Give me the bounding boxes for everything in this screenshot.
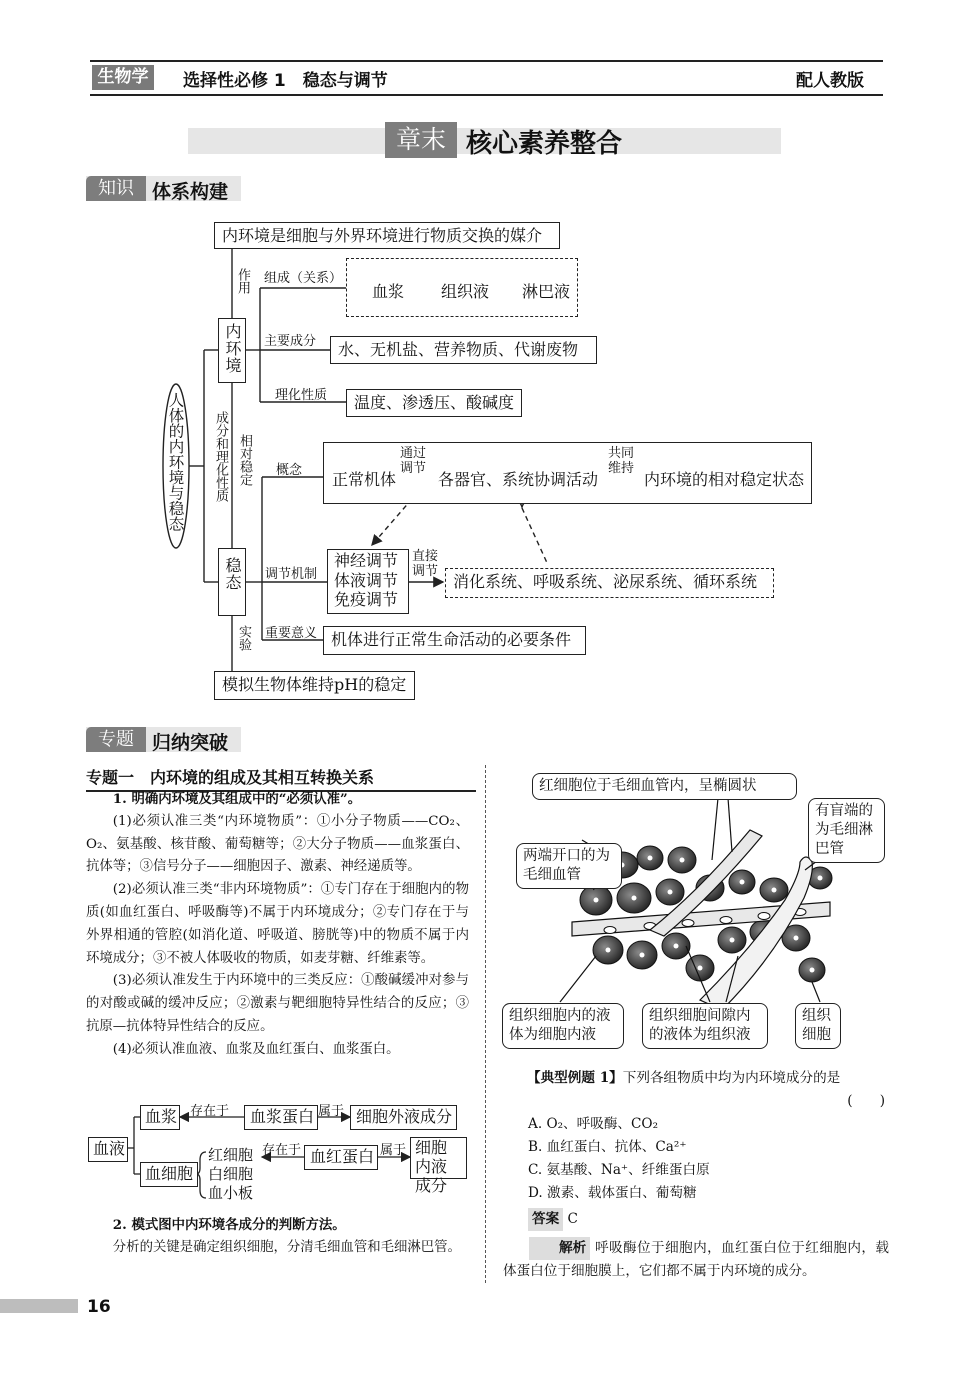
label-components-link: 成分和理化性质 (213, 411, 228, 502)
jointly-maintain: 共同维持 (608, 446, 635, 476)
example-title: 【典型例题 1】 (527, 1070, 623, 1086)
cell-type-platelet: 血小板 (208, 1184, 254, 1202)
analysis-block (503, 1237, 889, 1283)
systems-box: 消化系统、呼吸系统、泌尿系统、循环系统 (445, 568, 774, 598)
section1-tag: 知识 (86, 176, 146, 201)
callout-tissue-cell: 组织细胞 (795, 1003, 841, 1049)
blood-cells-box: 血细胞 (140, 1162, 198, 1187)
intracellular-box: 细胞内液成分 (410, 1137, 467, 1179)
column-divider (485, 765, 486, 1283)
analysis-tag: 解析 (529, 1237, 590, 1260)
root-concept: 人体的内环境与稳态 (166, 392, 185, 532)
hemoglobin-box: 血红蛋白 (304, 1145, 378, 1170)
plasma-protein-box: 血浆蛋白 (244, 1105, 318, 1130)
organs-coordination: 各器官、系统协调活动 (438, 470, 599, 489)
inner-environment-box: 内环境 (218, 318, 246, 383)
book-title: 选择性必修 1 稳态与调节 (183, 71, 388, 91)
label-belongs-1: 属于 (318, 1104, 345, 1119)
option-list (528, 1113, 888, 1205)
steady-state-definition: 内环境的相对稳定状态 (644, 470, 805, 489)
topic1-title: 专题一 内环境的组成及其相互转换关系 (86, 765, 476, 792)
section2-tag: 专题 (86, 727, 146, 752)
p1-item1: (1)必须认准三类“内环境物质”：①小分子物质——CO₂、O₂、氨基酸、核苷酸、葡萄糖等；②大分子物质——血浆蛋白、抗体等；③信号分子——细胞因子、激素、神经递质等。 (86, 813, 469, 875)
p2-body: 分析的关键是确定组织细胞，分清毛细血管和毛细淋巴管。 (112, 1239, 461, 1255)
analysis-text: 呼吸酶位于细胞内，血红蛋白位于红细胞内，载体蛋白位于细胞膜上，它们都不属于内环境的成分。 (503, 1240, 890, 1279)
physchem-box: 温度、渗透压、酸碱度 (346, 389, 522, 417)
label-mechanism: 调节机制 (265, 567, 318, 582)
section2-title: 归纳突破 (152, 732, 229, 754)
callout-intracellular: 组织细胞内的液体为细胞内液 (502, 1003, 624, 1049)
experiment-box: 模拟生物体维持pH的稳定 (214, 671, 415, 700)
blood-box: 血液 (88, 1137, 128, 1162)
option-a: A. O₂、呼吸酶、CO₂ (528, 1116, 659, 1132)
label-function: 作用 (235, 268, 250, 294)
mechanism-humoral: 体液调节 (334, 570, 399, 590)
homeostasis-box: 稳态 (218, 548, 246, 616)
lymph-label: 淋巴液 (522, 282, 571, 301)
p1-item3: (3)必须认准发生于内环境中的三类反应：①酸碱缓冲对参与的对酸或碱的缓冲反应；②激素与靶细胞特异性结合的反应；③抗原—抗体特异性结合的反应。 (86, 973, 469, 1034)
p1-heading: 1. 明确内环境及其组成中的“必须认准”。 (112, 791, 362, 807)
extracellular-box: 细胞外液成分 (350, 1105, 457, 1130)
cell-type-wbc: 白细胞 (208, 1165, 254, 1183)
answer-line (528, 1208, 914, 1231)
label-physchem: 理化性质 (275, 388, 328, 403)
chapter-title: 核心素养整合 (466, 129, 623, 159)
significance-box: 机体进行正常生命活动的必要条件 (323, 626, 586, 655)
mechanism-immune: 免疫调节 (334, 590, 399, 609)
answer-tag: 答案 (528, 1208, 563, 1231)
option-d: D. 激素、载体蛋白、葡萄糖 (528, 1185, 697, 1201)
p1-item4: (4)必须认准血液、血浆及血红蛋白、血浆蛋白。 (112, 1041, 400, 1057)
label-composition: 组成（关系） (264, 271, 343, 286)
label-belongs-2: 属于 (380, 1143, 407, 1158)
label-concept: 概念 (276, 463, 303, 478)
via-regulation: 通过调节 (400, 446, 427, 476)
callout-capillary: 两端开口的为毛细血管 (516, 843, 622, 889)
top-box-medium: 内环境是细胞与外界环境进行物质交换的媒介 (214, 222, 560, 249)
option-c: C. 氨基酸、Na⁺、纤维蛋白原 (528, 1162, 710, 1178)
label-main-components: 主要成分 (264, 334, 317, 349)
callout-lymph-capillary: 有盲端的为毛细淋巴管 (808, 798, 885, 863)
p2-heading: 2. 模式图中内环境各成分的判断方法。 (112, 1217, 346, 1233)
blood-diagram-lines (0, 0, 485, 1210)
tissue-fluid-label: 组织液 (441, 282, 490, 301)
page-number: 16 (87, 1297, 111, 1317)
label-exists-in-2: 存在于 (262, 1143, 302, 1158)
topic1-part2 (86, 1214, 469, 1260)
p1-item2: (2)必须认准三类“非内环境物质”：①专门存在于细胞内的物质(如血红蛋白、呼吸酶等)不属于内环境成分；②专门存在于与外界相通的管腔(如消化道、呼吸道、膀胱等)中的物质不属于内环境成分；③不被人体吸收的物质，如麦芽糖、纤维素等。 (86, 882, 469, 966)
callout-rbc: 红细胞位于毛细血管内，呈椭圆状 (532, 773, 797, 800)
page-number-bar (0, 1299, 78, 1313)
subject-badge: 生物学 (92, 65, 154, 90)
plasma-label: 血浆 (372, 282, 405, 301)
chapter-tag: 章末 (385, 122, 457, 158)
mechanism-neural: 神经调节 (334, 551, 399, 570)
normal-body: 正常机体 (332, 470, 397, 489)
main-components-box: 水、无机盐、营养物质、代谢废物 (330, 336, 597, 364)
callout-interstitial: 组织细胞间隙内的液体为组织液 (642, 1003, 768, 1049)
option-b: B. 血红蛋白、抗体、Ca²⁺ (528, 1139, 687, 1155)
answer-value: C (567, 1211, 578, 1227)
section1-title: 体系构建 (152, 181, 229, 203)
cell-type-list (208, 1146, 253, 1203)
edition-label: 配人教版 (796, 71, 864, 91)
cell-type-rbc: 红细胞 (208, 1146, 254, 1164)
label-significance: 重要意义 (265, 626, 318, 641)
answer-blank: ( ) (847, 1093, 885, 1109)
direct-regulation: 直接调节 (412, 549, 439, 579)
label-relative-stable: 相对稳定 (237, 434, 252, 486)
label-exists-in-1: 存在于 (190, 1104, 230, 1119)
label-experiment: 实验 (236, 625, 251, 651)
example-question (503, 1067, 889, 1113)
plasma-box: 血浆 (140, 1105, 180, 1130)
example-stem: 下列各组物质中均为内环境成分的是 (622, 1070, 841, 1086)
